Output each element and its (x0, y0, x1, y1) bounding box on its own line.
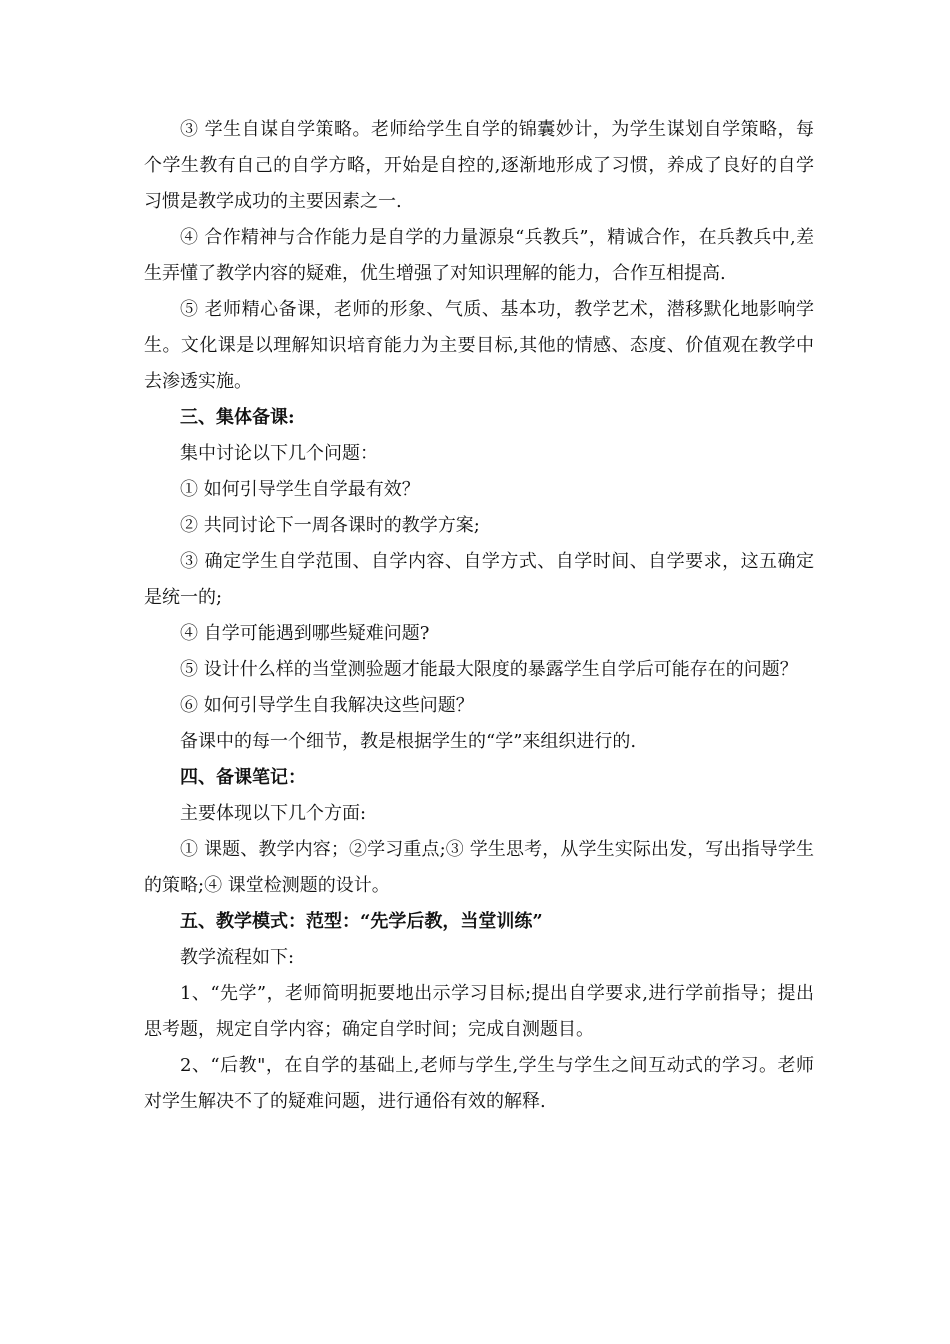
paragraph-flow-step-2: 2、“后教"，在自学的基础上,老师与学生,学生与学生之间互动式的学习。老师对学生解决不了的疑难问题，进行通俗有效的解释. (144, 1055, 814, 1112)
list-item-1: ① 如何引导学生自学最有效？ (180, 479, 420, 500)
heading-lesson-notes: 四、备课笔记： (180, 767, 306, 788)
paragraph-lesson-detail: 备课中的每一个细节，教是根据学生的“学”来组织进行的. (180, 731, 637, 752)
paragraph-notes-items: ① 课题、教学内容；②学习重点;③ 学生思考，从学生实际出发，写出指导学生的策略;④ 课堂检测题的设计。 (144, 839, 814, 896)
paragraph-discussion-intro: 集中讨论以下几个问题： (180, 443, 378, 464)
heading-teaching-model: 五、教学模式：范型：“先学后教，当堂训练” (180, 911, 543, 932)
paragraph-notes-intro: 主要体现以下几个方面: (180, 803, 367, 824)
document-body (144, 112, 814, 1120)
paragraph-teacher-preparation: ⑤ 老师精心备课，老师的形象、气质、基本功，教学艺术，潜移默化地影响学生。文化课是以理解知识培育能力为主要目标,其他的情感、态度、价值观在教学中去渗透实施。 (144, 299, 814, 392)
paragraph-self-study-strategy: ③ 学生自谋自学策略。老师给学生自学的锦囊妙计，为学生谋划自学策略，每个学生教有自己的自学方略，开始是自控的,逐渐地形成了习惯，养成了良好的自学习惯是教学成功的主要因素之一. (144, 119, 814, 212)
list-item-3: ③ 确定学生自学范围、自学内容、自学方式、自学时间、自学要求，这五确定是统一的; (144, 551, 814, 608)
paragraph-flow-step-1: 1、“先学”，老师简明扼要地出示学习目标;提出自学要求,进行学前指导；提出思考题，规定自学内容；确定自学时间；完成自测题目。 (144, 983, 814, 1040)
list-item-4: ④ 自学可能遇到哪些疑难问题? (180, 623, 430, 644)
heading-collective-lesson-prep: 三、集体备课: (180, 407, 295, 428)
list-item-2: ② 共同讨论下一周各课时的教学方案; (180, 515, 480, 536)
list-item-6: ⑥ 如何引导学生自我解决这些问题？ (180, 695, 474, 716)
paragraph-flow-intro: 教学流程如下: (180, 947, 295, 968)
paragraph-cooperation: ④ 合作精神与合作能力是自学的力量源泉“兵教兵”，精诚合作，在兵教兵中,差生弄懂了教学内容的疑难，优生增强了对知识理解的能力，合作互相提高. (144, 227, 814, 284)
list-item-5: ⑤ 设计什么样的当堂测验题才能最大限度的暴露学生自学后可能存在的问题？ (180, 659, 798, 680)
